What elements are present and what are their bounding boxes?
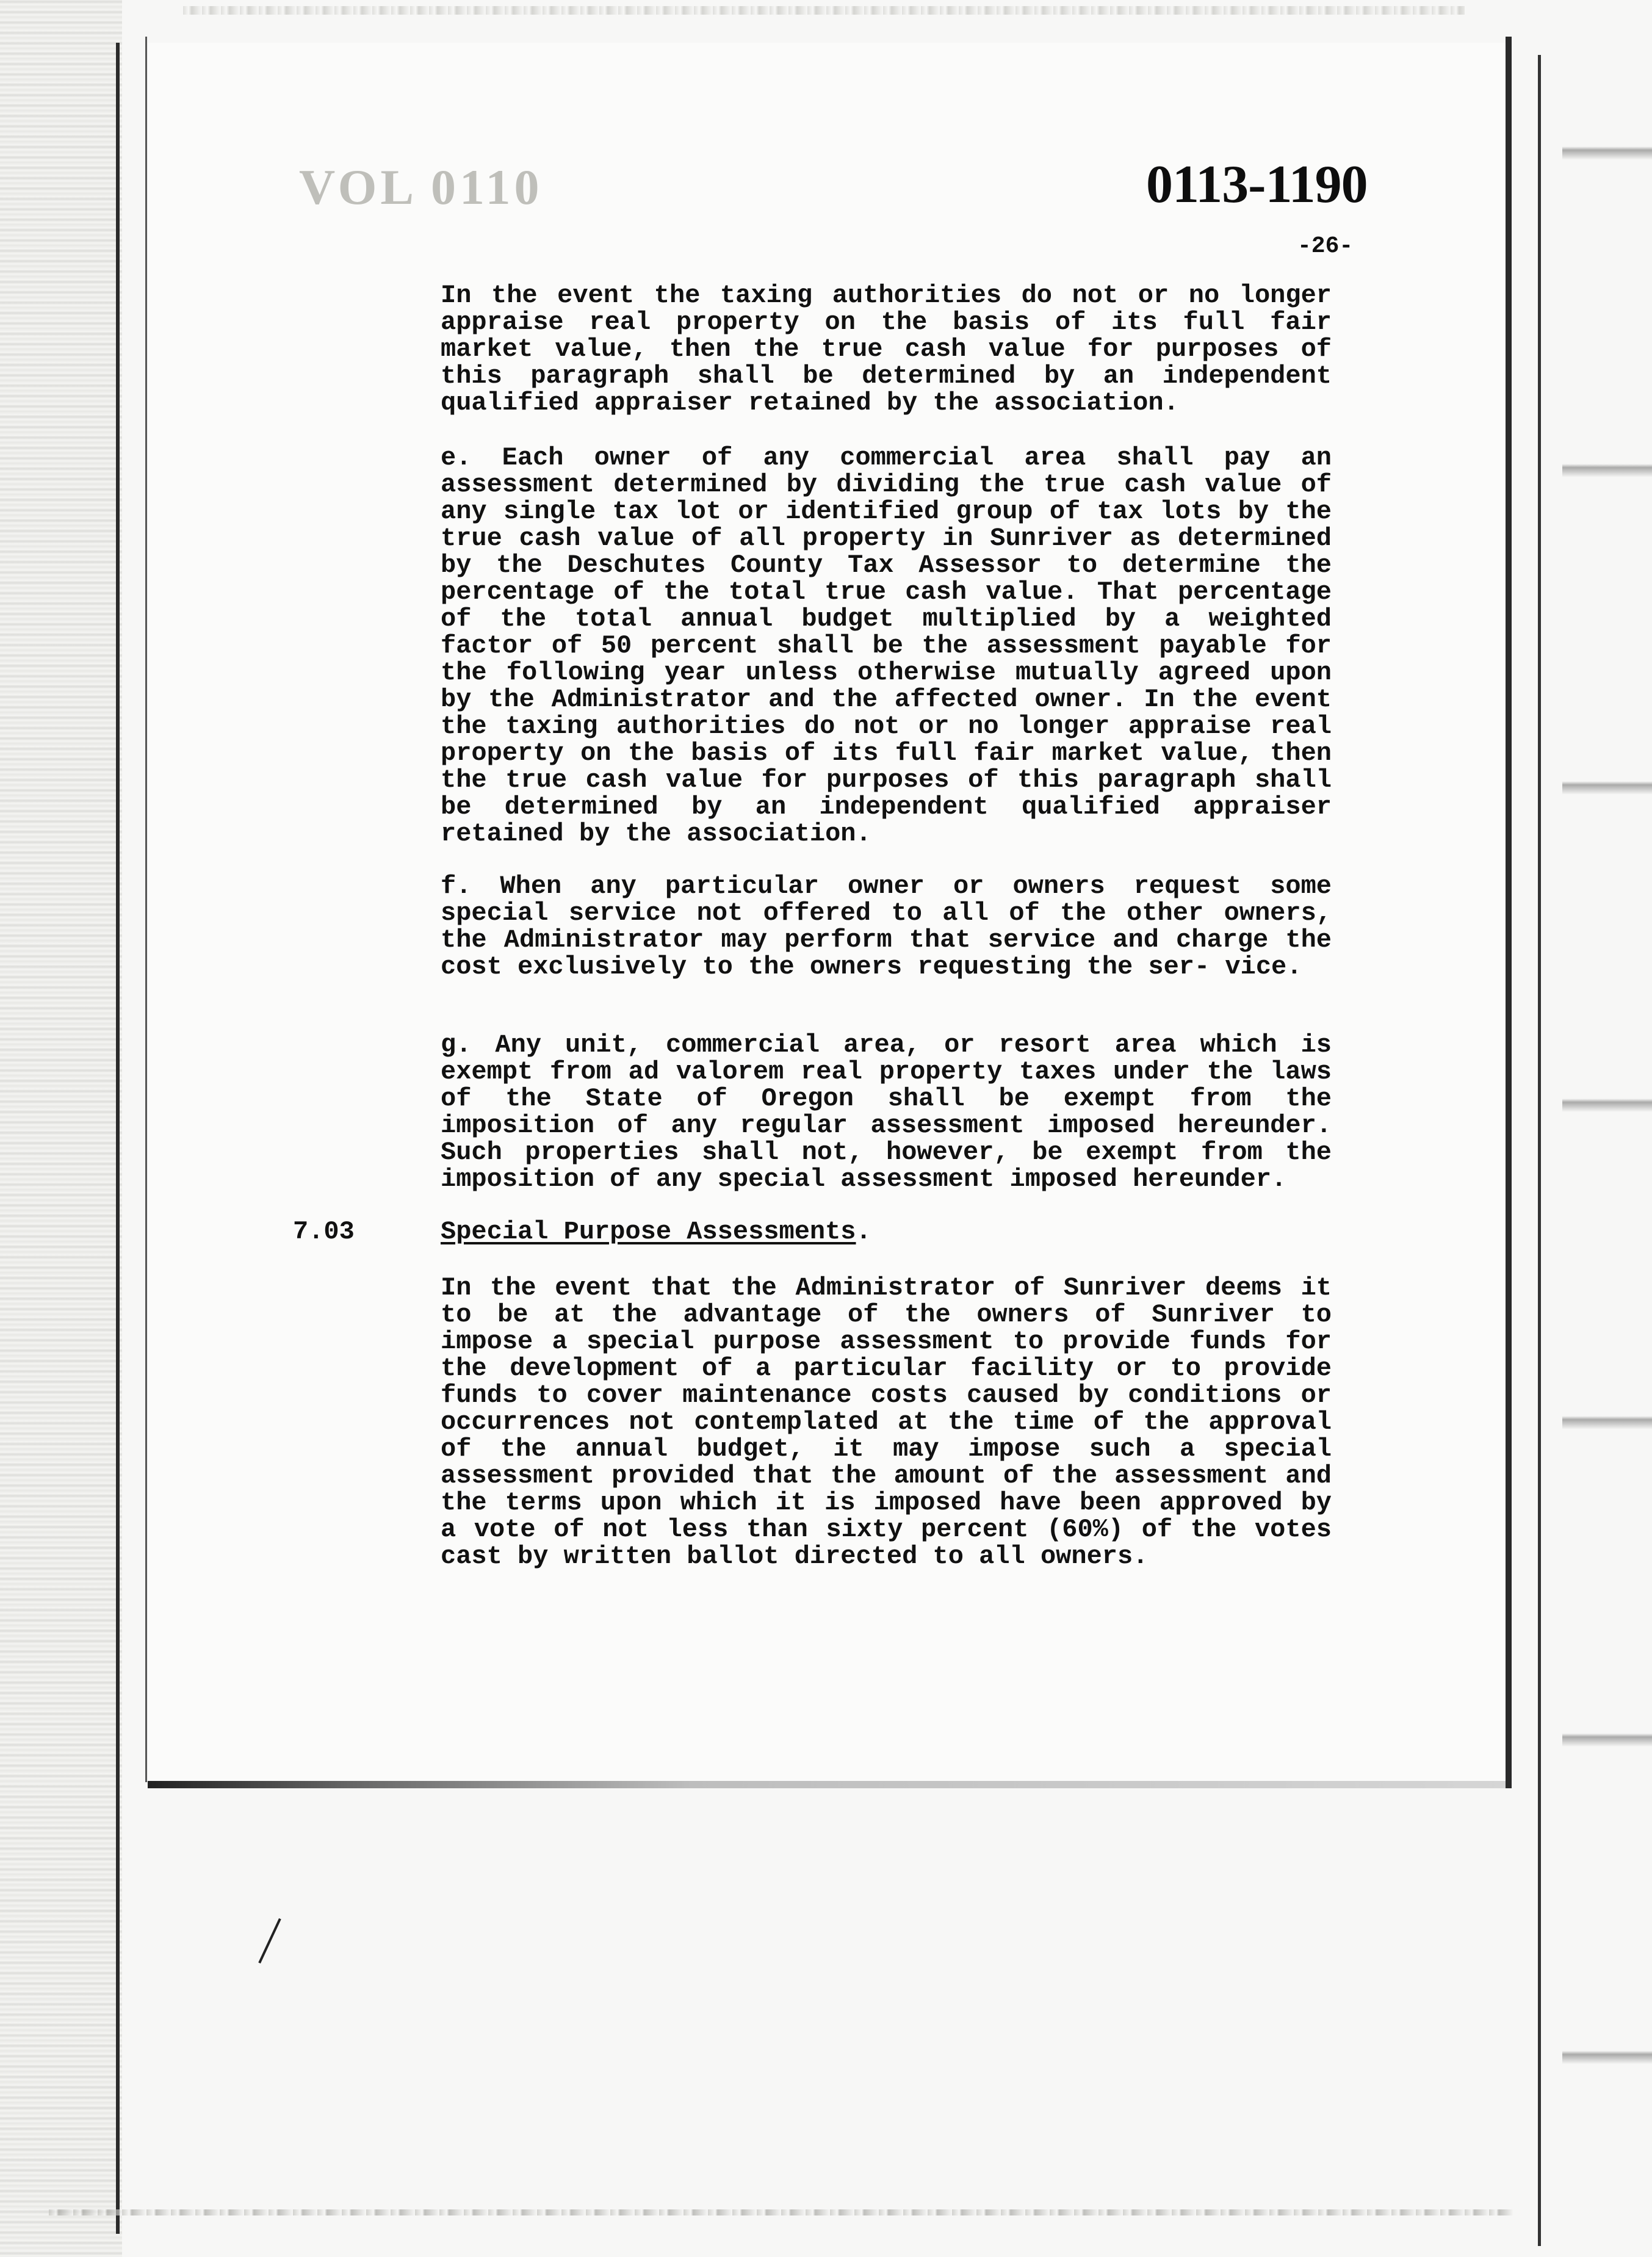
scan-edge-noise-right xyxy=(1562,0,1652,2257)
scan-edge-noise-bottom xyxy=(49,2209,1513,2215)
scan-border-left-outer xyxy=(116,43,120,2234)
section-number: 7.03 xyxy=(293,1217,355,1246)
page-number: -26- xyxy=(1297,233,1354,259)
paragraph-g: g. Any unit, commercial area, or resort area which is exempt from ad valorem real property taxes under the laws of the State of Oregon shall be exempt from the imposition of any regular assessment imposed hereunder. Such properties shall not, however, be exempt from the imposition of any special assessment imposed hereunder. xyxy=(441,1030,1332,1194)
stray-pen-mark xyxy=(258,1918,281,1963)
paragraph-continuation: In the event the taxing authorities do not or no longer appraise real property on the basis of its full fair market value, then the true cash value for purposes of this paragraph shall be determined by an independent qualified appraiser retained by the association. xyxy=(441,281,1332,417)
section-body: In the event that the Administrator of Sunriver deems it to be at the advantage of the owners of Sunriver to impose a special purpose assessment to provide funds for the development of a particular facility or to provide funds to cover maintenance costs caused by conditions or occurrences not contemplated at the time of the approval of the annual budget, it may impose such a special assessment provided that the amount of the assessment and the terms upon which it is imposed have been approved by a vote of not less than sixty percent (60%) of the votes cast by written ballot directed to all owners. xyxy=(441,1273,1332,1571)
scan-edge-noise-left xyxy=(0,0,122,2257)
document-number-stamp: 0113-1190 xyxy=(1146,155,1368,214)
paragraph-e: e. Each owner of any commercial area shall pay an assessment determined by dividing the true cash value of any single tax lot or identified group of tax lots by the true cash value of all property in Sunriver as determined by the Deschutes County Tax Assessor to determine the percentage of the total true cash value. That percentage of the total annual budget multiplied by a weighted factor of 50 percent shall be the assessment payable for the following year unless otherwise mutually agreed upon by the Administrator and the affected owner. In the event the taxing authorities do not or no longer appraise real property on the basis of its full fair market value, then the true cash value for purposes of this paragraph shall be determined by an independent qualified appraiser retained by the association. xyxy=(441,443,1332,848)
scan-border-left-inner xyxy=(145,37,147,1782)
section-heading xyxy=(441,1217,871,1246)
sheet-bottom-shadow xyxy=(148,1781,1506,1788)
faded-volume-stamp: VOL 0110 xyxy=(299,159,543,215)
section-title-period: . xyxy=(856,1217,871,1246)
paragraph-f: f. When any particular owner or owners request some special service not offered to all of the other owners, the Administrator may perform that service and charge the cost exclusively to the owners requesting the ser- vice. xyxy=(441,872,1332,981)
scan-border-right-outer xyxy=(1538,55,1541,2246)
scan-border-right-inner xyxy=(1506,37,1512,1788)
section-title: Special Purpose Assessments xyxy=(441,1217,856,1246)
scan-edge-noise-top xyxy=(183,6,1465,15)
